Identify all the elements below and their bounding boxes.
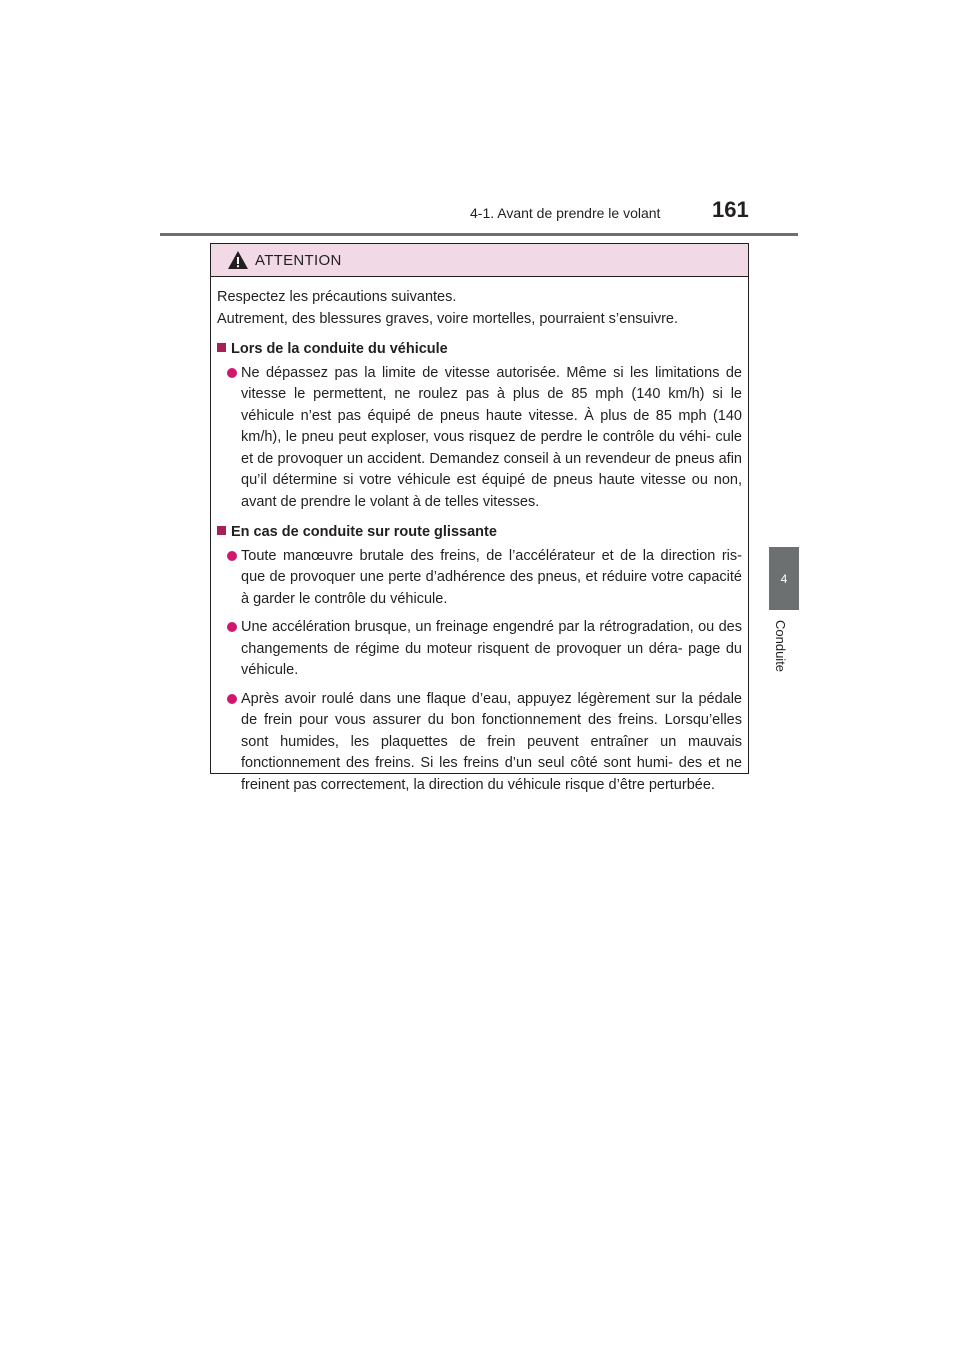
bullet-text: Toute manœuvre brutale des freins, de l’accélérateur et de la direction ris- que de provoquer une perte d’adhérence des pneus, et réduire votre capacité à garder le contrôle du véhicule. <box>241 547 742 607</box>
chapter-number: 4 <box>780 571 788 586</box>
section <box>217 522 742 796</box>
bullet-dot-icon <box>227 551 237 561</box>
bullet-item <box>217 363 742 514</box>
warning-header <box>211 244 748 277</box>
header-rule <box>160 233 798 236</box>
page-number: 161 <box>712 197 749 222</box>
section-heading-text: En cas de conduite sur route glissante <box>231 524 497 540</box>
section-heading-text: Lors de la conduite du véhicule <box>231 341 448 357</box>
bullet-dot-icon <box>227 368 237 378</box>
intro-line: Autrement, des blessures graves, voire mortelles, pourraient s’ensuivre. <box>217 310 678 327</box>
square-bullet-icon <box>217 526 226 535</box>
bullet-text: Une accélération brusque, un freinage engendré par la rétrogradation, ou des changements de régime du moteur risquent de provoquer un déra- page du véhicule. <box>241 619 742 678</box>
bullet-item <box>217 617 742 682</box>
bullet-text: Après avoir roulé dans une flaque d’eau, appuyez légèrement sur la pédale de frein pour vous assurer du bon fonctionnement des freins. Lorsqu’elles sont humides, les plaquettes de frein peuvent entraîner un mauvais fonctionnement des freins. Si les freins d’un seul côté sont humi- des et ne freinent pas correctement, la direction du véhicule risque d’être perturbée. <box>241 690 742 793</box>
bullet-item <box>217 689 742 797</box>
bullet-text: Ne dépassez pas la limite de vitesse autorisée. Même si les limitations de vitesse le permettent, ne roulez pas à plus de 85 mph (140 km/h) si le véhicule n’est pas équipé de pneus haute vitesse. À plus de 85 mph (140 km/h), le pneu peut exploser, vous risquez de perdre le contrôle du véhi- cule et de provoquer un accident. Demandez conseil à un revendeur de pneus afin qu’il détermine si votre véhicule est équipé de pneus haute vitesse ou non, avant de prendre le volant à de telles vitesses. <box>241 364 742 510</box>
intro-line: Respectez les précautions suivantes. <box>217 289 457 305</box>
bullet-dot-icon <box>227 622 237 632</box>
section <box>217 339 742 513</box>
chapter-label: Conduite <box>773 620 788 673</box>
bullet-item <box>217 546 742 611</box>
chapter-tab <box>769 547 799 610</box>
warning-title: ATTENTION <box>255 251 342 269</box>
warning-triangle-icon <box>227 250 249 270</box>
warning-box <box>210 243 749 793</box>
square-bullet-icon <box>217 343 226 352</box>
bullet-dot-icon <box>227 694 237 704</box>
section-heading <box>217 522 742 544</box>
warning-body <box>211 277 748 796</box>
section-heading <box>217 339 742 361</box>
section-title: 4-1. Avant de prendre le volant <box>470 205 661 221</box>
